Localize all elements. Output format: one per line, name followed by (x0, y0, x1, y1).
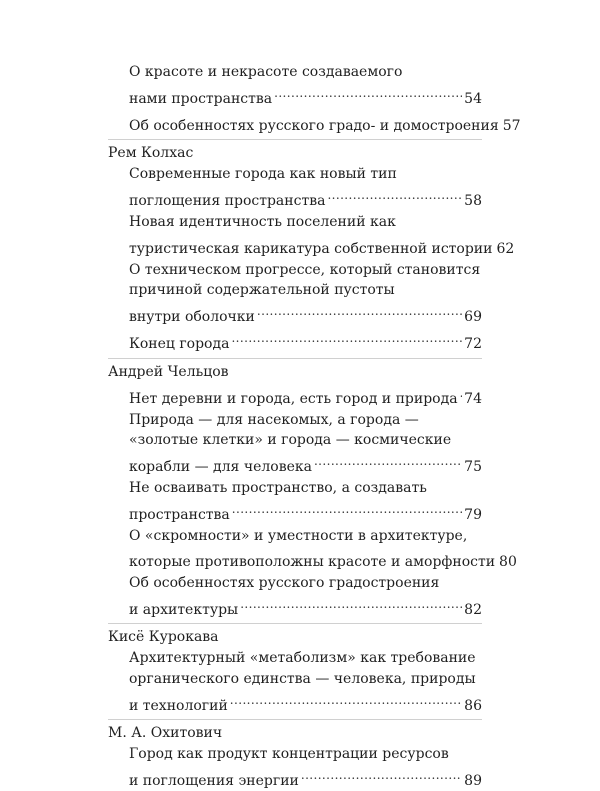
page-number: 69 (464, 308, 482, 325)
toc-entry[interactable] (108, 573, 482, 620)
entry-title-line: Об особенностях русского градостроения (129, 575, 440, 592)
entry-title-line: туристическая карикатура собственной истории (129, 240, 493, 257)
toc-entry[interactable] (108, 260, 482, 328)
entry-title-line: пространства (129, 506, 230, 523)
toc-entry[interactable] (108, 744, 482, 791)
entry-last-line (129, 328, 482, 355)
page-number: 80 (499, 554, 517, 571)
toc-entry[interactable] (108, 328, 482, 355)
author-name: Кисё Курокава (108, 623, 482, 648)
entry-last-line (129, 301, 482, 328)
toc-section (108, 62, 521, 136)
entry-title-line: Нет деревни и города, есть город и природа (129, 390, 458, 407)
dot-leader (230, 690, 462, 710)
entry-title-line: причиной содержательной пустоты (129, 282, 395, 299)
entry-title-line: Город как продукт концентрации ресурсов (129, 746, 449, 763)
entry-title-line: «золотые клетки» и города — космические (129, 432, 452, 449)
page-number: 62 (496, 240, 515, 257)
author-name: Андрей Чельцов (108, 358, 482, 383)
entry-title-line: поглощения пространства (129, 192, 326, 209)
page-number: 86 (464, 697, 482, 714)
dot-leader (257, 301, 462, 321)
page-number: 74 (464, 390, 482, 407)
page-number: 72 (464, 335, 482, 352)
dot-leader (240, 594, 462, 614)
dot-leader (301, 765, 462, 785)
entry-title-line: Конец города (129, 335, 230, 352)
toc-entry[interactable] (108, 410, 482, 478)
entry-last-line (129, 690, 482, 717)
toc-section (108, 719, 482, 791)
entry-title-line: Новая идентичность поселений как (129, 213, 396, 230)
entry-title-line: Современные города как новый тип (129, 166, 397, 183)
entry-title-line: Природа — для насекомых, а города — (129, 411, 419, 428)
entry-title-line: О «скромности» и уместности в архитектуре, (129, 527, 468, 544)
dot-leader (460, 383, 463, 403)
entry-title-line: и архитектуры (129, 601, 239, 618)
page-number: 57 (502, 117, 521, 134)
entry-last-line (129, 83, 482, 110)
entry-title-line: и технологий (129, 697, 228, 714)
toc-entry[interactable] (108, 164, 482, 211)
entry-title-line: внутри оболочки (129, 308, 255, 325)
entry-title-line: органического единства — человека, природы (129, 671, 476, 688)
entry-title-line: Не осваивать пространство, а создавать (129, 479, 427, 496)
entry-last-line (129, 233, 515, 260)
entry-title-line: Об особенностях русского градо- и домостроения (129, 117, 499, 134)
dot-leader (231, 328, 462, 348)
toc-entry[interactable] (108, 383, 482, 410)
page-number: 58 (464, 192, 482, 209)
entry-last-line (129, 110, 521, 137)
author-name: Рем Колхас (108, 139, 482, 164)
toc-section (108, 358, 517, 621)
entry-title-line: и поглощения энергии (129, 772, 299, 789)
entry-last-line (129, 765, 482, 791)
toc-entry[interactable] (108, 526, 517, 573)
entry-last-line (129, 451, 482, 478)
entry-title-line: нами пространства (129, 90, 273, 107)
page-number: 75 (464, 458, 482, 475)
dot-leader (274, 83, 462, 103)
entry-title-line: которые противоположны красоте и аморфности (129, 554, 496, 571)
entry-title-line: О красоте и некрасоте создаваемого (129, 64, 403, 80)
toc-entry[interactable] (108, 62, 482, 109)
entry-title-line: О техническом прогрессе, который становится (129, 261, 481, 278)
page-number: 82 (464, 601, 482, 618)
toc-entry[interactable] (108, 110, 521, 137)
toc-entry[interactable] (108, 212, 515, 259)
entry-last-line (129, 594, 482, 621)
toc-entry[interactable] (108, 648, 482, 716)
entry-last-line (129, 185, 482, 212)
author-name: М. А. Охитович (108, 719, 482, 744)
toc-section (108, 623, 482, 716)
toc-section (108, 139, 515, 354)
entry-last-line (129, 383, 482, 410)
toc-entry[interactable] (108, 478, 482, 525)
page-number: 54 (464, 90, 482, 107)
dot-leader (327, 185, 462, 205)
dot-leader (232, 499, 462, 519)
entry-title-line: Архитектурный «метаболизм» как требование (129, 650, 476, 667)
entry-last-line (129, 499, 482, 526)
page-number: 89 (464, 772, 482, 789)
entry-title-line: корабли — для человека (129, 458, 312, 475)
entry-last-line (129, 546, 517, 573)
dot-leader (314, 451, 462, 471)
page-number: 79 (464, 506, 482, 523)
